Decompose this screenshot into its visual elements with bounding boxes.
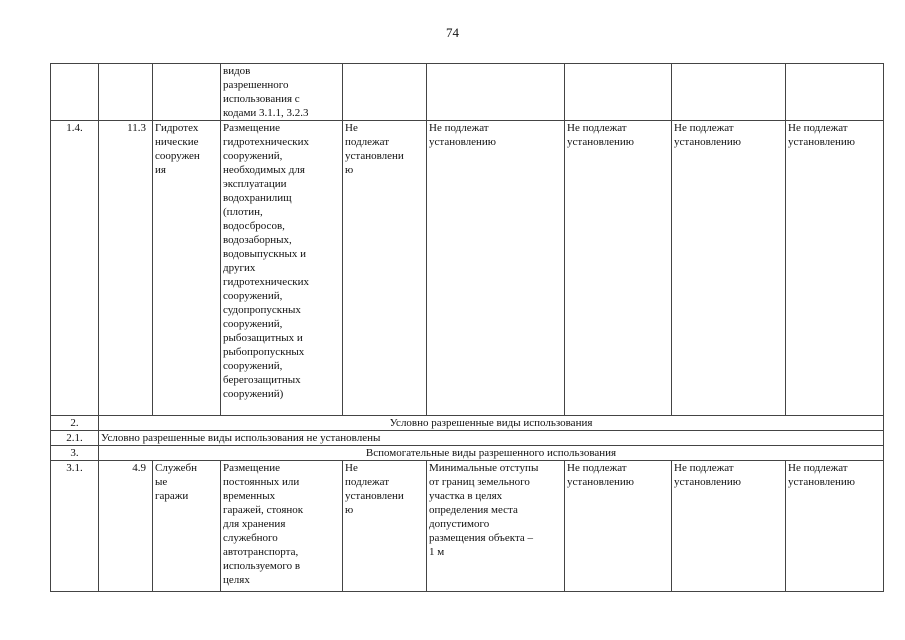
cell-text-line: сооружений, [223,290,283,302]
cell-text-line: установлению [567,136,635,148]
cell-code: 11.3 [99,121,153,416]
cell-text-line: (плотин, [223,206,263,218]
table-row-1-4 [51,121,884,416]
cell-name [153,121,221,416]
cell-col7 [565,64,672,121]
cell-text-line: кодами 3.1.1, 3.2.3 [223,107,309,119]
cell-text-line: временных [223,490,276,502]
table-row-3-1 [51,461,884,592]
cell-text-line: Гидротех [155,122,199,134]
cell-text-line: рыбозащитных и [223,332,303,344]
cell-col6 [427,64,565,121]
cell-text-line: Не подлежат [674,122,734,134]
cell-text-line: сооружений, [223,150,283,162]
cell-text-line: ю [345,164,354,176]
cell-text-line: ые [155,476,168,488]
cell-text-line: сооружений, [223,318,283,330]
cell-text-line: Не [345,122,358,134]
cell-description [221,64,343,121]
cell-text-line: других [223,262,256,274]
cell-col8 [672,121,786,416]
cell-description [221,121,343,416]
cell-text-line: установлению [788,476,856,488]
cell-text-line: необходимых для [223,164,305,176]
cell-text-line: Служебн [155,462,198,474]
cell-number: 1.4. [51,121,99,416]
cell-text-line: видов [223,65,251,77]
cell-text-line: использования с [223,93,300,105]
cell-text-line: используемого в [223,560,301,572]
cell-text-line: водосбросов, [223,220,285,232]
cell-text-line: ю [345,504,354,516]
cell-text-line: Размещение [223,462,281,474]
table-row-section-2 [51,416,884,431]
cell-text-line: 1 м [429,546,445,558]
cell-text-line: сооружений, [223,360,283,372]
cell-text-line: сооружений) [223,388,284,400]
cell-number: 3.1. [51,461,99,592]
cell-col9 [786,121,884,416]
section-heading: Условно разрешенные виды использования [99,416,884,431]
cell-code [99,64,153,121]
cell-text-line: Не подлежат [674,462,734,474]
section-note: Условно разрешенные виды использования не установлены [99,431,884,446]
cell-col6 [427,461,565,592]
cell-number: 3. [51,446,99,461]
cell-text-line: Не подлежат [567,122,627,134]
cell-number: 2. [51,416,99,431]
cell-text-line: Минимальные отступы [429,462,539,474]
cell-text-line: гидротехнических [223,276,309,288]
cell-text-line: установлению [788,136,856,148]
cell-text-line: водовыпускных и [223,248,307,260]
cell-text-line: установлени [345,150,404,162]
cell-col8 [672,461,786,592]
cell-text-line: установлению [674,136,742,148]
page-number: 74 [446,25,459,40]
cell-text-line: водозаборных, [223,234,292,246]
cell-text-line: Не подлежат [429,122,489,134]
table-row-section-3 [51,446,884,461]
cell-text-line: Не подлежат [788,462,848,474]
cell-number: 2.1. [51,431,99,446]
cell-text-line: Не [345,462,358,474]
cell-name [153,461,221,592]
cell-text-line: допустимого [429,518,490,530]
cell-col9 [786,461,884,592]
cell-text-line: сооружен [155,150,200,162]
cell-col5 [343,461,427,592]
cell-col8 [672,64,786,121]
cell-text-line: нические [155,136,199,148]
cell-text-line: Не подлежат [788,122,848,134]
cell-text-line: гаражей, стоянок [223,504,304,516]
cell-text-line: подлежат [345,476,390,488]
cell-text-line: от границ земельного [429,476,530,488]
cell-col7 [565,461,672,592]
cell-text-line: берегозащитных [223,374,301,386]
cell-text-line: автотранспорта, [223,546,299,558]
cell-text-line: водохранилищ [223,192,292,204]
cell-text-line: установлению [567,476,635,488]
cell-number [51,64,99,121]
regulations-table [50,63,884,592]
cell-text-line: постоянных или [223,476,300,488]
cell-text-line: Размещение [223,122,281,134]
cell-code: 4.9 [99,461,153,592]
cell-text-line: определения места [429,504,518,516]
cell-text-line: установлению [429,136,497,148]
table-row-2-1 [51,431,884,446]
cell-text-line: подлежат [345,136,390,148]
cell-text-line: судопропускных [223,304,301,316]
cell-text-line: разрешенного [223,79,289,91]
cell-text-line: целях [223,574,250,586]
cell-col5 [343,121,427,416]
cell-col5 [343,64,427,121]
cell-text-line: участка в целях [429,490,503,502]
cell-text-line: ия [155,164,166,176]
section-heading: Вспомогательные виды разрешенного использования [99,446,884,461]
cell-text-line: установлени [345,490,404,502]
cell-text-line: гидротехнических [223,136,309,148]
cell-text-line: гаражи [155,490,189,502]
cell-text-line: служебного [223,532,278,544]
cell-col7 [565,121,672,416]
table-row-continued [51,64,884,121]
cell-text-line: Не подлежат [567,462,627,474]
cell-text-line: рыбопропускных [223,346,305,358]
cell-text-line: установлению [674,476,742,488]
cell-col9 [786,64,884,121]
cell-description [221,461,343,592]
cell-text-line: размещения объекта – [429,532,534,544]
cell-col6 [427,121,565,416]
cell-text-line: для хранения [223,518,286,530]
cell-name [153,64,221,121]
cell-text-line: эксплуатации [223,178,287,190]
